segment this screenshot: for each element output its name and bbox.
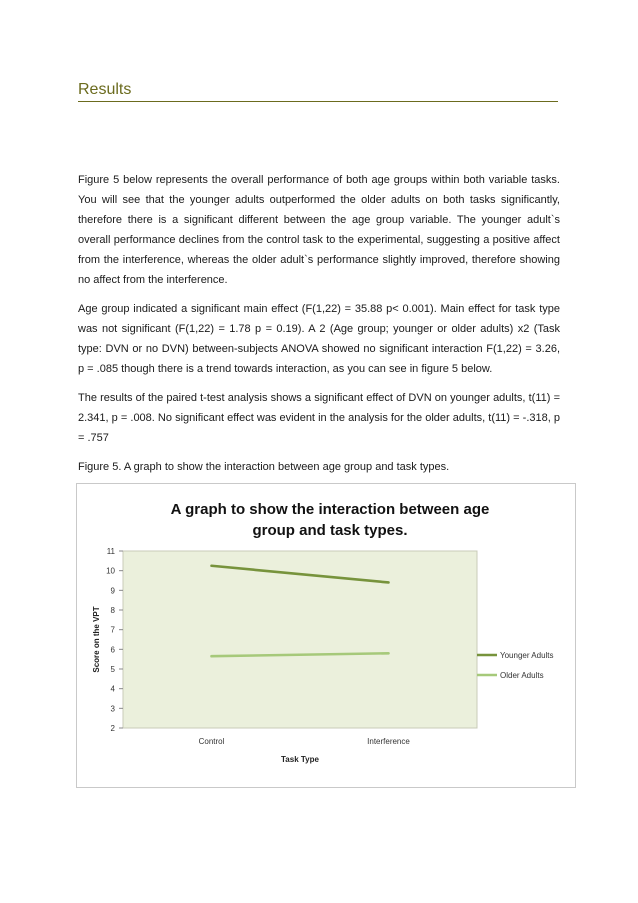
chart-frame bbox=[76, 483, 576, 788]
legend-entry: Older Adults bbox=[500, 671, 544, 680]
paragraph-overview: Figure 5 below represents the overall performance of both age groups within both variable tasks. You will see that the younger adults outperformed the older adults on both tasks significantly, therefore there is a significant different between the age group variable. The younger adult`s overall performance declines from the control task to the experimental, suggesting a positive affect from the interference, whereas the older adult`s performance slightly improved, therefore showing no affect from the interference. bbox=[78, 174, 560, 286]
y-tick-label: 3 bbox=[110, 704, 115, 714]
results-body bbox=[78, 170, 560, 486]
interaction-line-chart bbox=[77, 484, 577, 789]
y-tick-label: 10 bbox=[106, 566, 115, 576]
chart-title-line: A graph to show the interaction between age bbox=[170, 501, 490, 518]
legend-entry: Younger Adults bbox=[500, 651, 554, 660]
x-tick-label: Control bbox=[198, 737, 225, 746]
plot-area bbox=[123, 551, 477, 728]
y-tick-label: 8 bbox=[110, 606, 115, 615]
x-axis-title: Task Type bbox=[281, 755, 319, 764]
y-tick-label: 9 bbox=[110, 586, 115, 596]
paragraph-anova: Age group indicated a significant main effect (F(1,22) = 35.88 p< 0.001). Main effect for task type was not significant (F(1,22) = 1.78 p = 0.19). A 2 (Age group; younger or older adults) x2 (Task type: DVN or no DVN) between-subjects ANOVA showed no significant interaction F(1,22) = 3.26, p = .085 though there is a trend towards interaction, as you can see in figure 5 below. bbox=[78, 303, 560, 375]
chart-title-line: group and task types. bbox=[252, 522, 408, 539]
y-tick-label: 7 bbox=[110, 625, 115, 635]
y-axis-title: Score on the VPT bbox=[92, 606, 101, 673]
paragraph-ttest: The results of the paired t-test analysis shows a significant effect of DVN on younger adults, t(11) = 2.341, p = .008. No significant effect was evident in the analysis for the older adults, t(11) = -.318, p = .757 bbox=[78, 392, 560, 444]
figure-caption: Figure 5. A graph to show the interaction between age group and task types. bbox=[78, 461, 450, 473]
y-tick-label: 4 bbox=[110, 684, 115, 694]
y-tick-label: 2 bbox=[110, 724, 115, 733]
section-heading: Results bbox=[78, 80, 558, 102]
y-tick-label: 5 bbox=[110, 665, 115, 674]
y-tick-label: 6 bbox=[110, 645, 115, 655]
x-tick-label: Interference bbox=[367, 737, 410, 746]
y-tick-label: 11 bbox=[106, 547, 115, 556]
